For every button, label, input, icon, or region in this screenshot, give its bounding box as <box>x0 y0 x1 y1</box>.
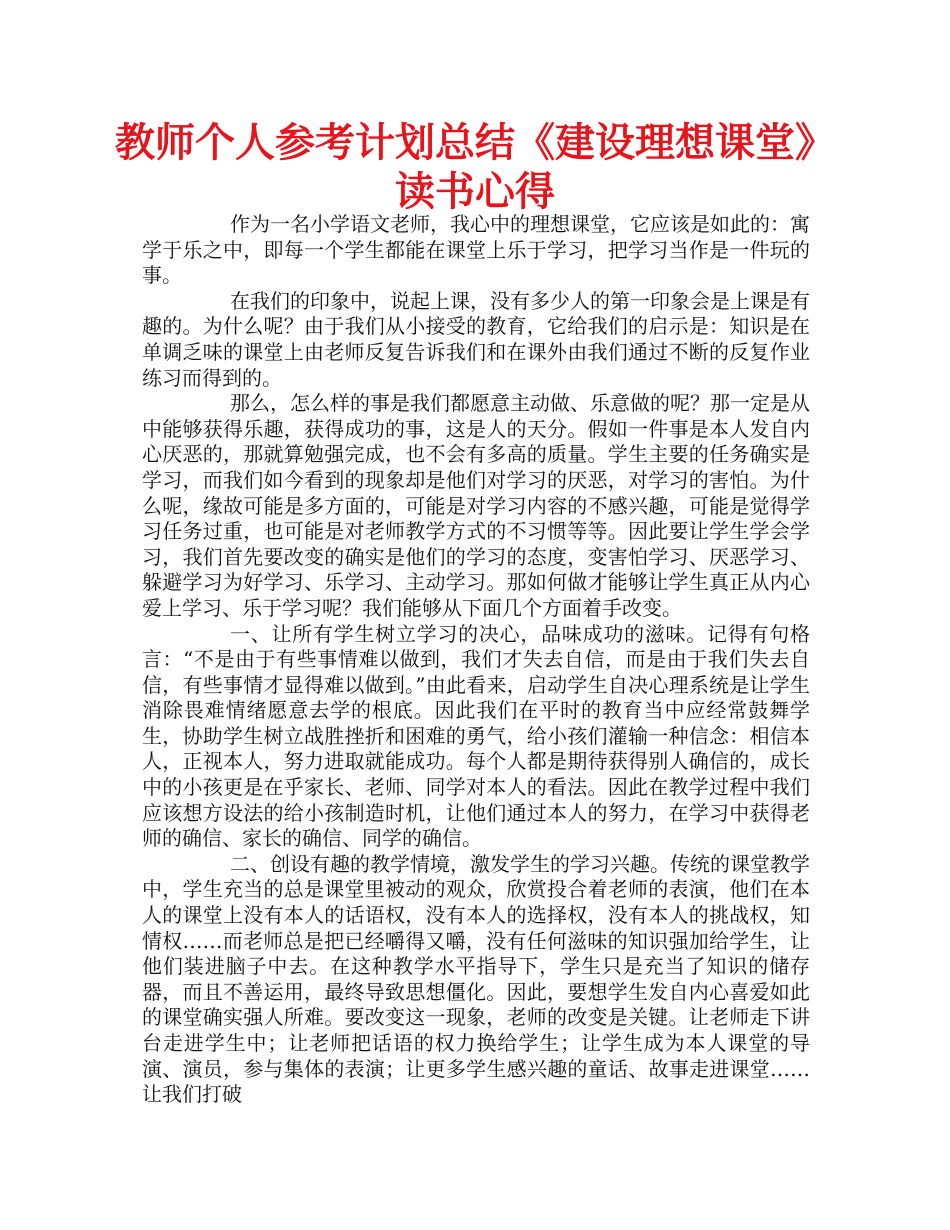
document-title: 教师个人参考计划总结《建设理想课堂》读书心得 <box>115 119 835 215</box>
paragraph: 一、让所有学生树立学习的决心，品味成功的滋味。记得有句格言：“不是由于有些事情难以做到，我们才失去自信，而是由于我们失去自信，有些事情才显得难以做到。”由此看来，启动学生自决心理系统是让学生消除畏难情绪愿意去学的根底。因此我们在平时的教育当中应经常鼓舞学生，协助学生树立战胜挫折和困难的勇气，给小孩们灌输一种信念：相信本人，正视本人，努力进取就能成功。每个人都是期待获得别人确信的，成长中的小孩更是在乎家长、老师、同学对本人的看法。因此在教学过程中我们应该想方设法的给小孩制造时机，让他们通过本人的努力，在学习中获得老师的确信、家长的确信、同学的确信。 <box>142 621 810 851</box>
paragraph: 作为一名小学语文老师，我心中的理想课堂，它应该是如此的：寓学于乐之中，即每一个学生都能在课堂上乐于学习，把学习当作是一件玩的事。 <box>142 212 810 288</box>
paragraph: 二、创设有趣的教学情境，激发学生的学习兴趣。传统的课堂教学中，学生充当的总是课堂里被动的观众，欣赏投合着老师的表演，他们在本人的课堂上没有本人的话语权，没有本人的选择权，没有本人的挑战权，知情权……而老师总是把已经嚼得又嚼，没有任何滋味的知识强加给学生，让他们装进脑子中去。在这种教学水平指导下，学生只是充当了知识的储存器，而且不善运用，最终导致思想僵化。因此，要想学生发自内心喜爱如此的课堂确实强人所难。要改变这一现象，老师的改变是关键。让老师走下讲台走进学生中；让老师把话语的权力换给学生；让学生成为本人课堂的导演、演员，参与集体的表演；让更多学生感兴趣的童话、故事走进课堂……让我们打破 <box>142 851 810 1107</box>
paragraph: 在我们的印象中，说起上课，没有多少人的第一印象会是上课是有趣的。为什么呢？由于我们从小接受的教育，它给我们的启示是：知识是在单调乏味的课堂上由老师反复告诉我们和在课外由我们通过不断的反复作业练习而得到的。 <box>142 288 810 390</box>
paragraph: 那么，怎么样的事是我们都愿意主动做、乐意做的呢？那一定是从中能够获得乐趣，获得成功的事，这是人的天分。假如一件事是本人发自内心厌恶的，那就算勉强完成，也不会有多高的质量。学生主要的任务确实是学习，而我们如今看到的现象却是他们对学习的厌恶，对学习的害怕。为什么呢，缘故可能是多方面的，可能是对学习内容的不感兴趣，可能是觉得学习任务过重，也可能是对老师教学方式的不习惯等等。因此要让学生学会学习，我们首先要改变的确实是他们的学习的态度，变害怕学习、厌恶学习、躲避学习为好学习、乐学习、主动学习。那如何做才能够让学生真正从内心爱上学习、乐于学习呢？我们能够从下面几个方面着手改变。 <box>142 391 810 620</box>
document-body <box>142 212 810 1108</box>
